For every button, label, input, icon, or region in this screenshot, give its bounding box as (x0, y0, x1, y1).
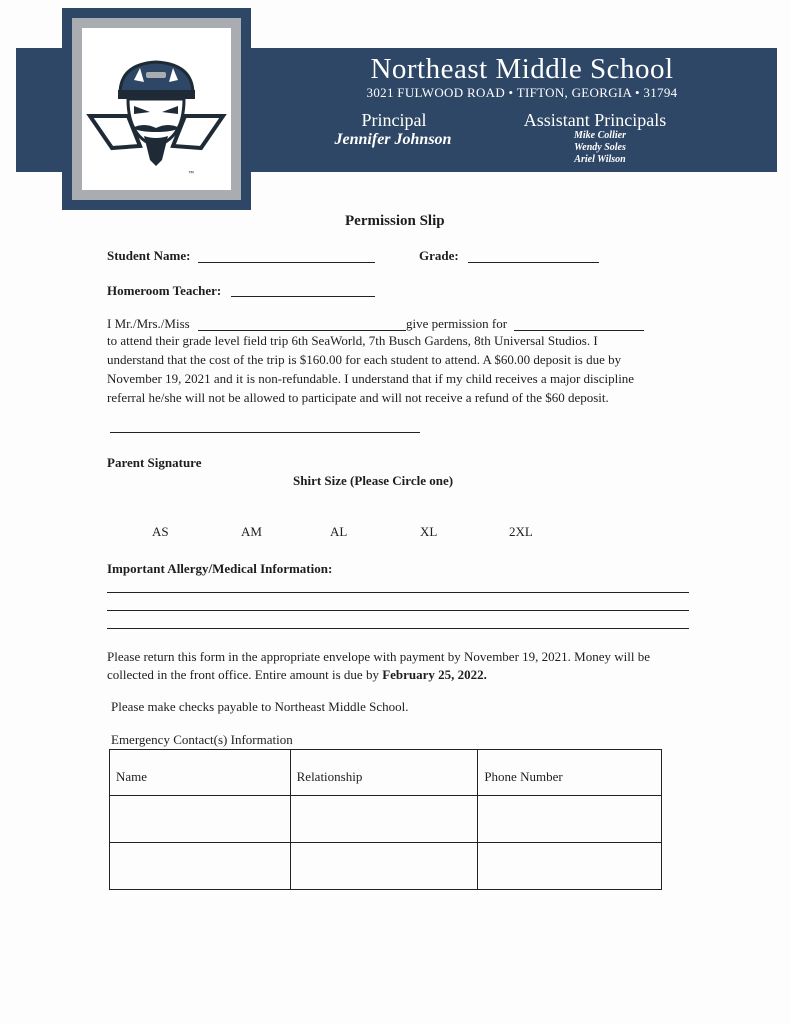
school-address: 3021 FULWOOD ROAD • TIFTON, GEORGIA • 31794 (366, 85, 678, 100)
column-header-name: Name (110, 750, 291, 796)
table-row (110, 796, 662, 843)
homeroom-teacher-field[interactable] (231, 296, 375, 297)
student-name-label: Student Name: (107, 248, 191, 263)
shirt-size-option[interactable]: AS (152, 524, 169, 539)
parent-signature-label: Parent Signature (107, 455, 202, 470)
shirt-size-option[interactable]: AM (241, 524, 262, 539)
shirt-size-option[interactable]: AL (330, 524, 348, 539)
table-row (110, 843, 662, 890)
form-title: Permission Slip (345, 213, 445, 229)
contact-name-cell[interactable] (110, 796, 291, 843)
assistant-principal-name: Ariel Wilson (574, 154, 626, 165)
permission-text-mid: give permission for (406, 316, 508, 331)
return-instructions-line (107, 667, 487, 683)
grade-field[interactable] (468, 262, 599, 263)
column-header-phone: Phone Number (478, 750, 662, 796)
due-date: February 25, 2022. (382, 667, 487, 682)
column-header-relationship: Relationship (290, 750, 478, 796)
emergency-contacts-label: Emergency Contact(s) Information (111, 732, 293, 747)
emergency-contacts-table (109, 749, 662, 890)
assistant-principal-name: Mike Collier (574, 130, 626, 141)
contact-phone-cell[interactable] (478, 843, 662, 890)
table-header-row (110, 750, 662, 796)
assistant-principals-title: Assistant Principals (523, 110, 667, 130)
contact-relationship-cell[interactable] (290, 796, 478, 843)
school-logo (62, 8, 251, 210)
checks-payable-note: Please make checks payable to Northeast Middle School. (111, 699, 409, 714)
return-instructions-line: Please return this form in the appropriate envelope with payment by November 19, 2021. Money will be (107, 649, 650, 664)
contact-name-cell[interactable] (110, 843, 291, 890)
permission-text-start: I Mr./Mrs./Miss (107, 316, 190, 331)
school-name: Northeast Middle School (370, 53, 674, 85)
permission-text-line: November 19, 2021 and it is non-refundable. I understand that if my child receives a major discipline (107, 371, 635, 386)
principal-name: Jennifer Johnson (334, 131, 452, 148)
allergy-info-line[interactable] (107, 610, 689, 611)
principal-title: Principal (361, 110, 427, 130)
guardian-name-field[interactable] (198, 330, 406, 331)
permission-text-line: understand that the cost of the trip is $160.00 for each student to attend. A $60.00 deposit is due by (107, 352, 622, 367)
permission-text-line: referral he/she will not be allowed to participate and will not receive a refund of the $60 deposit. (107, 390, 609, 405)
shirt-size-option[interactable]: 2XL (509, 524, 533, 539)
return-instructions-text: collected in the front office. Entire amount is due by (107, 667, 383, 682)
homeroom-teacher-label: Homeroom Teacher: (107, 283, 222, 298)
mascot-logo-icon (82, 28, 231, 190)
trademark-symbol: ™ (188, 171, 194, 177)
shirt-size-option[interactable]: XL (420, 524, 438, 539)
contact-relationship-cell[interactable] (290, 843, 478, 890)
allergy-medical-label: Important Allergy/Medical Information: (107, 561, 333, 576)
shirt-size-label: Shirt Size (Please Circle one) (293, 473, 454, 488)
child-name-field[interactable] (514, 330, 644, 331)
contact-phone-cell[interactable] (478, 796, 662, 843)
allergy-info-line[interactable] (107, 592, 689, 593)
grade-label: Grade: (419, 248, 459, 263)
parent-signature-field[interactable] (110, 432, 420, 433)
student-name-field[interactable] (198, 262, 375, 263)
allergy-info-line[interactable] (107, 628, 689, 629)
permission-text-line: to attend their grade level field trip 6th SeaWorld, 7th Busch Gardens, 8th Universal Studios. I (107, 333, 598, 348)
assistant-principal-name: Wendy Soles (574, 142, 626, 153)
